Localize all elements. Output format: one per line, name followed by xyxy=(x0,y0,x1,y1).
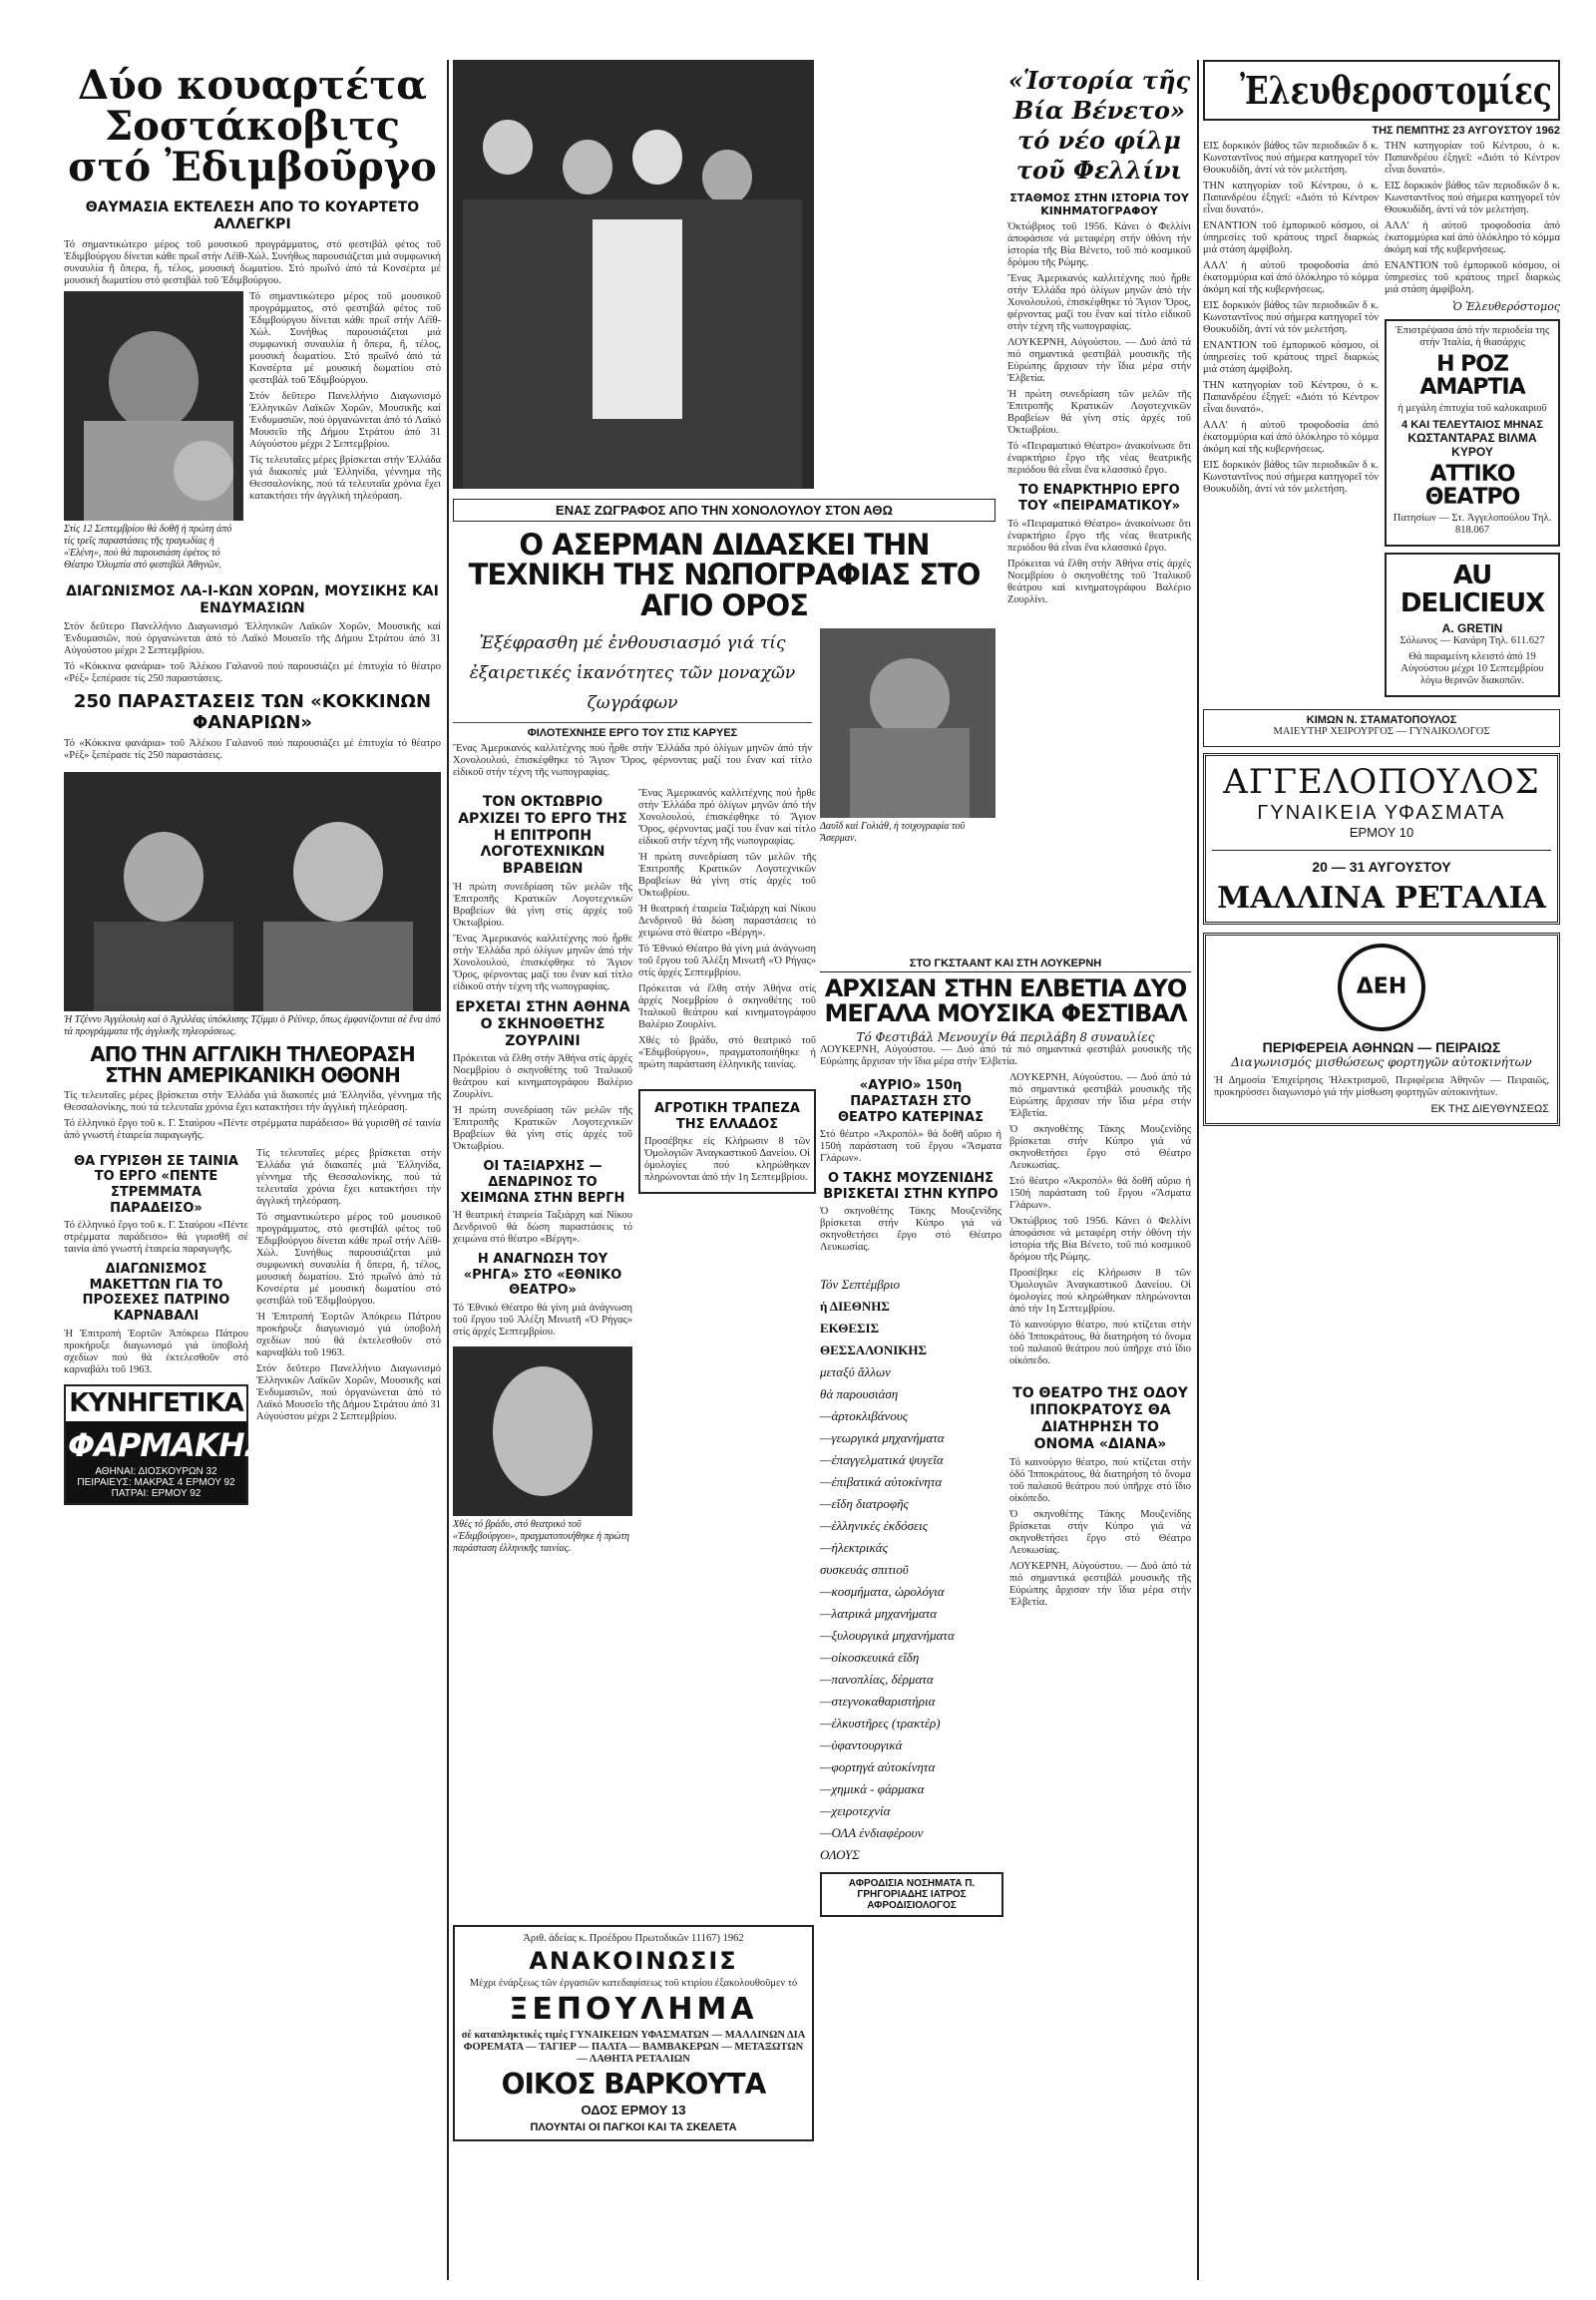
swiss-festival-block xyxy=(820,958,1191,1923)
roz-ad-theatre: ΑΤΤΙΚΟ ΘΕΑΤΡΟ xyxy=(1424,462,1520,511)
angelopoulos-offer: ΜΑΛΛΙΝΑ ΡΕΤΑΛΙΑ xyxy=(1217,880,1546,916)
fellini-subhead: ΣΤΑΘΜΟΣ ΣΤΗΝ ΙΣΤΟΡΙΑ ΤΟΥ ΚΙΝΗΜΑΤΟΓΡΑΦΟΥ xyxy=(1009,192,1189,218)
col4-text-3b: ΕΙΣ δορκικόν βάθος τῶν περιοδικῶν δ κ. Κωνσταντῖνος πού σήμερα κατηγορεῖ τόν Θουκυδίδη, ἀντί νά τόν μελετήση. xyxy=(1385,181,1560,215)
swiss-subhead: Τό Φεστιβάλ Μενουχίν θά περιλάβη 8 συναυλίες xyxy=(856,1030,1155,1045)
swiss-cont-5: Προσέβηκε εἰς Κλήρωσιν 8 τῶν Ὁμολογιῶν Ἀναγκαστικοῦ Δανείου. Οἱ ὁμολογίες πού κληρώθηκαν πληρώνονται ἀπό τήν 1η Σεπτεμβρίου. xyxy=(1009,1268,1191,1316)
fellini-text5: Τό «Πειραματικό Θέατρο» ἀνακοίνωσε ὅτι ἐναρκτήριο ἔργο τῆς νέας θεατρικῆς περιόδου θά εἶναι ἕνα κλασσικό ἔργο. xyxy=(1007,441,1191,477)
agro-bank-text: Προσέβηκε εἰς Κλήρωσιν 8 τῶν Ὁμολογιῶν Ἀναγκαστικοῦ Δανείου. Οἱ ὁμολογίες πού κληρώθηκαν πληρώνονται ἀπό τήν 1η Σεπτεμβρίου. xyxy=(644,1136,810,1184)
dei-logo xyxy=(1338,944,1425,1031)
zurlini-text2: Ἡ πρώτη συνεδρίαση τῶν μελῶν τῆς Ἐπιτροπῆς Κρατικῶν Λογοτεχνικῶν Βραβείων θά γίνη στίς ἀρχές τοῦ Ὀκτωβρίου. xyxy=(453,1105,632,1153)
aserman-cont-3: Ἡ θεατρική ἑταιρεία Ταξιάρχη καί Νίκου Δενδρινοῦ θά δώση παραστάσεις τό χειμώνα στό θέατρο «Βέργη». xyxy=(638,904,816,939)
angelopoulos-title: ΑΓΓΕΛΟΠΟΥΛΟΣ xyxy=(1223,761,1540,802)
au-delicieux-ad xyxy=(1385,553,1560,697)
fair-item: —ἠλεκτρικάς xyxy=(820,1540,888,1556)
contest-dances-title: ΔΙΑΓΩΝΙΣΜΟΣ ΛΑ-Ι-ΚΩΝ ΧΟΡΩΝ, ΜΟΥΣΙΚΗΣ ΚΑΙ ΕΝΔΥΜΑΣΙΩΝ xyxy=(66,582,439,616)
diana-title: ΤΟ ΘΕΑΤΡΟ ΤΗΣ ΟΔΟΥ ΙΠΠΟΚΡΑΤΟΥΣ ΘΑ ΔΙΑΤΗΡΗΣΗ ΤΟ ΟΝΟΜΑ «ΔΙΑΝΑ» xyxy=(1012,1385,1188,1452)
carnival-text: Ἡ Ἐπιτροπή Ἑορτῶν Ἀπόκρεω Πάτρου προκήρυξε διαγωνισμό γιά ὑποβολή σχεδίων πού θά ἐκτελεσθοῦν στό καρναβάλι τοῦ 1963. xyxy=(64,1328,248,1375)
fellini-text3: ΛΟΥΚΕΡΝΗ, Αὐγούστου. — Δυό ἀπό τά πιό σημαντικά φεστιβάλ μουσικῆς τῆς Εὐρώπης ἄρχισαν τήν ἴδια μέρα στήν Ἑλβετία. xyxy=(1007,337,1191,385)
fair-item: —φορτηγά αὐτοκίνητα xyxy=(820,1759,936,1775)
col4-text-2: ΕΝΑΝΤΙΟΝ τοῦ ἐμπορικοῦ κόσμου, οἱ ὑπηρεσίες τοῦ κράτους τηρεῖ διαρκώς μιά στάση ἀμφίβολη. xyxy=(1203,220,1379,255)
eleftherostomies-headline: Ἐλευθεροστομίες xyxy=(1240,68,1552,113)
aserman-cont-1: Ἕνας Ἀμερικανός καλλιτέχνης πού ἦρθε στήν Ἑλλάδα πρό ὀλίγων μηνῶν ἀπό τήν Χονολουλού, ἐπισκέφθηκε τό Ἅγιον Ὄρος, φέρνοντας μαζί του ἕναν καί τίτλο εἰδικοῦ στήν τέχνη τῆς νωπογραφίας. xyxy=(638,788,816,847)
aurio-text: Στό θέατρο «Ἀκροπόλ» θά δοθῆ αὔριο ἡ 150ή παράσταση τοῦ ἔργου «Ἄσματα Γλάρων». xyxy=(820,1129,1001,1165)
subhead-allegri: ΘΑΥΜΑΣΙΑ ΕΚΤΕΛΕΣΗ ΑΠΟ ΤΟ ΚΟΥΑΡΤΕΤΟ ΑΛΛΕΓΚΡΙ xyxy=(85,199,420,233)
fair-item: —ἐπιβατικά αὐτοκίνητα xyxy=(820,1474,943,1490)
diana-text: Τό καινούργιο θέατρο, πού κτίζεται στήν ὁδό Ἱπποκράτους, θά διατηρήση τό ὄνομα τοῦ παλαιοῦ θεάτρου πού ὑπῆρχε στό ἴδιο οἰκόπεδο. xyxy=(1009,1456,1191,1504)
varkouta-ad xyxy=(453,1925,814,2141)
dei-footer: ΕΚ ΤΗΣ ΔΙΕΥΘΥΝΣΕΩΣ xyxy=(1430,1102,1549,1115)
aserman-cont-4: Τό Ἐθνικό Θέατρο θά γίνη μιά ἀνάγνωση τοῦ ἔργου τοῦ Ἀλέξη Μινωτῆ «Ὁ Ρήγας» στίς ἀρχές Σεπτεμβρίου. xyxy=(638,944,816,978)
fair-item: —κοσμήματα, ὡρολόγια xyxy=(820,1584,945,1600)
contest-dances-text2: Τό «Κόκκινα φανάρια» τοῦ Ἀλέκου Γαλανοῦ πού παρουσιάζει μέ ἐπιτυχία τό θέατρο «Ρέξ» ξεπέρασε τίς 250 παραστάσεις. xyxy=(64,660,441,684)
fair-item: ΟΛΟΥΣ xyxy=(820,1847,860,1863)
tv-article-text2: Τό ἑλληνικό ἔργο τοῦ κ. Γ. Σταύρου «Πέντε στρέμματα παράδεισο» θά γυρισθῆ σέ ταινία ἀπό γνωστή ἑταιρεία παραγωγῆς. xyxy=(64,1117,441,1141)
fellini-text: Ὀκτώβριος τοῦ 1956. Κάνει ὁ Φελλίνι ἀποφάσισε νά μεταφέρη στήν ὀθόνη τήν ἱστορία τῆς Βία Βένετο, τοῦ πιό κοσμικοῦ δρόμου τῆς Ρώμης. xyxy=(1007,221,1191,269)
photo-elena-caption: Στίς 12 Σεπτεμβρίου θά δοθῆ ἡ πρώτη ἀπό τίς τρεῖς παραστάσεις τῆς τραγωδίας ἡ «Ἑλένη», πού θά παρουσιάση ἐφέτος τό Θέατρο Ὀλυμπία στό φεστιβάλ Ἀθηνῶν. xyxy=(64,523,232,571)
col4-text-4b: ΕΝΑΝΤΙΟΝ τοῦ ἐμπορικοῦ κόσμου, οἱ ὑπηρεσίες τοῦ κράτους τηρεῖ διαρκώς μιά στάση ἀμφίβολη. xyxy=(1385,260,1560,295)
red-lanterns-title: 250 ΠΑΡΑΣΤΑΣΕΙΣ ΤΩΝ «ΚΟΚΚΙΝΩΝ ΦΑΝΑΡΙΩΝ» xyxy=(73,690,432,734)
roz-ad-line: 4 ΚΑΙ ΤΕΛΕΥΤΑΙΟΣ ΜΗΝΑΣ xyxy=(1401,419,1543,432)
tv-article-cont2: Τό σημαντικώτερο μέρος τοῦ μουσικοῦ προγράμματος, στό φεστιβάλ φέτος τοῦ Ἐδιμβούργου δίνεται κάθε πρωΐ στήν Λέϊθ-Χώλ. Συνήθως παρουσιάζεται μιά συμφωνική συναυλία ἤ ὄπερα, ἤ, τέλος, μουσική δωματίου. Στό πρωΐνό ἀπό τά Κονσέρτα μέ μουσική δωματίου στό φεστιβάλ τοῦ Ἐδιμβούργου. xyxy=(256,1211,441,1307)
pharmakis-ad xyxy=(64,1384,265,1506)
fair-item: —ξυλουργικά μηχανήματα xyxy=(820,1628,955,1644)
experimental-text2: Πρόκειται νά ἔλθη στήν Ἀθήνα στίς ἀρχές Νοεμβρίου ὁ σκηνοθέτης τοῦ Ἰταλικοῦ θεάτρου καί κινηματογράφου Βαλέριο Ζουρλίνι. xyxy=(1007,558,1191,605)
swiss-cont-4: Ὀκτώβριος τοῦ 1956. Κάνει ὁ Φελλίνι ἀποφάσισε νά μεταφέρη στήν ὀθόνη τήν ἱστορία τῆς Βία Βένετο, τοῦ πιό κοσμικοῦ δρόμου τῆς Ρώμης. xyxy=(1009,1216,1191,1264)
fair-intro: Τόν Σεπτέμβριο xyxy=(820,1277,901,1293)
column-divider-1 xyxy=(447,60,449,2280)
varkouta-license: Ἀριθ. ἀδείας κ. Προέδρου Πρωτοδικῶν 11167) 1962 xyxy=(523,1933,744,1944)
angelopoulos-sub: ΓΥΝΑΙΚΕΙΑ ΥΦΑΣΜΑΤΑ xyxy=(1257,801,1506,824)
vergi-text: Ἡ θεατρική ἑταιρεία Ταξιάρχη καί Νίκου Δενδρινοῦ θά δώση παραστάσεις τό χειμώνα στό θέατρο «Βέργη». xyxy=(453,1210,632,1246)
zurlini-title: ΕΡΧΕΤΑΙ ΣΤΗΝ ΑΘΗΝΑ Ο ΣΚΗΝΟΘΕΤΗΣ ΖΟΥΡΛΙΝΙ xyxy=(455,998,630,1049)
aserman-kicker: ΕΝΑΣ ΖΩΓΡΑΦΟΣ ΑΠΟ ΤΗΝ ΧΟΝΟΛΟΥΛΟΥ ΣΤΟΝ ΑΘΩ xyxy=(453,499,996,522)
agro-bank-box xyxy=(638,1089,816,1194)
fair-item: —ἑλληνικές ἐκδόσεις xyxy=(820,1518,928,1534)
diana-text2: Ὁ σκηνοθέτης Τάκης Μουζενίδης βρίσκεται στήν Κύπρο γιά νά σκηνοθετήσει ἔργο στό Θέατρο Λευκωσίας. xyxy=(1009,1508,1191,1556)
aserman-cont-2: Ἡ πρώτη συνεδρίαση τῶν μελῶν τῆς Ἐπιτροπῆς Κρατικῶν Λογοτεχνικῶν Βραβείων θά γίνη στίς ἀρχές τοῦ Ὀκτωβρίου. xyxy=(638,852,816,899)
photo-david-caption: Δαυΐδ καί Γολιάθ, ἡ τοιχογραφία τοῦ Ἄσερμαν. xyxy=(820,821,966,845)
fair-item: —ἀρτοκλιβάνους xyxy=(820,1408,909,1424)
fair-item: συσκευάς σπιτιοῦ xyxy=(820,1562,909,1578)
fair-item: —στεγνοκαθαριστήρια xyxy=(820,1694,936,1710)
tv-article-cont4: Στόν δεῦτερο Πανελλήνιο Διαγωνισμό Ἑλληνικῶν Λαϊκῶν Χορῶν, Μουσικῆς καί Ἐνδυμασιῶν, πού ὀργανώνεται ἀπό τό Λαϊκό Μουσεῖο τῆς Δήμου Στράτου ἀπό 31 Αὐγούστου μέχρι 2 Σεπτεμβρίου. xyxy=(256,1362,441,1422)
swiss-cont-1: ΛΟΥΚΕΡΝΗ, Αὐγούστου. — Δυό ἀπό τά πιό σημαντικά φεστιβάλ μουσικῆς τῆς Εὐρώπης ἄρχισαν τήν ἴδια μέρα στήν Ἑλβετία. xyxy=(1009,1072,1191,1120)
angelopoulos-dates: 20 — 31 ΑΥΓΟΥΣΤΟΥ xyxy=(1212,850,1551,875)
col4-text-1b: ΤΗΝ κατηγορίαν τοῦ Κέντρου, ὁ κ. Παπανδρέου ἐξηγεῖ: «Διότι τό Κέντρον εἶναι δυνατό». xyxy=(1203,181,1379,215)
roz-ad-top: Ἐπιστρέψασα ἀπό τήν περιοδεία της στήν Ἰταλία, ἡ θιασάρχις xyxy=(1395,325,1550,348)
pharmakis-ad-patras: ΠΑΤΡΑΙ: ΕΡΜΟΥ 92 xyxy=(111,1488,201,1500)
swiss-cont-6: Τό καινούργιο θέατρο, πού κτίζεται στήν ὁδό Ἱπποκράτους, θά διατηρήση τό ὄνομα τοῦ παλαιοῦ θεάτρου πού ὑπῆρχε στό ἴδιο οἰκόπεδο. xyxy=(1009,1320,1191,1367)
contest-dances-text: Στόν δεῦτερο Πανελλήνιο Διαγωνισμό Ἑλληνικῶν Λαϊκῶν Χορῶν, Μουσικῆς καί Ἐνδυμασιῶν, πού ὀργανώνεται ἀπό τό Λαϊκό Μουσεῖο τῆς Δήμου Στράτου ἀπό 31 Αὐγούστου μέχρι 2 Σεπτεμβρίου. xyxy=(64,620,441,656)
roz-ad-name: Η ΡΟΖ ΑΜΑΡΤΙΑ xyxy=(1419,352,1525,401)
center-col-a xyxy=(453,788,632,1561)
dei-text: Ἡ Δημοσία Ἐπιχείρησις Ἠλεκτρισμοῦ, Περιφέρεια Ἀθηνῶν — Πειραιῶς, προκηρύσσει διαγωνισμό γιά τήν μίσθωση φορτηγῶν αὐτοκινήτων. xyxy=(1214,1074,1549,1098)
column-divider-2 xyxy=(1197,60,1199,2280)
dei-title: ΠΕΡΙΦΕΡΕΙΑ ΑΘΗΝΩΝ — ΠΕΙΡΑΙΩΣ xyxy=(1262,1038,1501,1055)
tv-article-cont: Τίς τελευταῖες μέρες βρίσκεται στήν Ἑλλάδα γιά διακοπές μιά Ἑλληνίδα, γέννημα τῆς Θεσσαλονίκης, πού τά τελευταῖα χρόνια ἔχει κατακτήσει τήν ἀγγλική τηλεόραση. xyxy=(256,1147,441,1207)
experimental-text: Τό «Πειραματικό Θέατρο» ἀνακοίνωσε ὅτι ἐναρκτήριο ἔργο τῆς νέας θεατρικῆς περιόδου θά εἶναι ἕνα κλασσικό ἔργο. xyxy=(1007,518,1191,554)
fair-item: —ὑφαντουργικά xyxy=(820,1737,903,1753)
fair-item: —εἴδη διατροφῆς xyxy=(820,1496,909,1512)
fair-item: θά παρουσιάση xyxy=(820,1386,899,1402)
roz-ad-actors: ΚΩΣΤΑΝΤΑΡΑΣ ΒΙΛΜΑ ΚΥΡΟΥ xyxy=(1407,431,1537,460)
roz-ad-addr: Πατησίων — Στ. Ἀγγελοπούλου Τηλ. 818.067 xyxy=(1393,513,1552,537)
col4-text-2g: ΕΙΣ δορκικόν βάθος τῶν περιοδικῶν δ κ. Κωνσταντῖνος πού σήμερα κατηγορεῖ τόν Θουκυδίδη, ἀντί νά τόν μελετήση. xyxy=(1203,460,1379,495)
mouzenidis-text: Ὁ σκηνοθέτης Τάκης Μουζενίδης βρίσκεται στήν Κύπρο γιά νά σκηνοθετήσει ἔργο στό Θέατρο Λευκωσίας. xyxy=(820,1206,1001,1254)
aserman-byline: ΦΙΛΟΤΕΧΝΗΣΕ ΕΡΓΟ ΤΟΥ ΣΤΙΣ ΚΑΡΥΕΣ xyxy=(527,727,738,740)
venereal-ad-text: ΑΦΡΟΔΙΣΙΑ ΝΟΣΗΜΑΤΑ Π. ΓΡΗΓΟΡΙΑΔΗΣ ΙΑΤΡΟΣ ΑΦΡΟΔΙΣΙΟΛΟΓΟΣ xyxy=(848,1878,976,1912)
varkouta-sale: ΞΕΠΟΥΛΗΜΑ xyxy=(509,1992,758,2028)
aserman-cont-6: Χθές τό βράδυ, στό θεατρικό τοῦ «Ἐδιμβούργου», πραγματοποιήθηκε ἡ πρώτη παράσταση ἑλληνικῆς ταινίας. xyxy=(638,1035,816,1070)
varkouta-title: ΑΝΑΚΟΙΝΩΣΙΣ xyxy=(529,1947,738,1975)
varkouta-details: σέ καταπληκτικές τιμές ΓΥΝΑΙΚΕΙΩΝ ΥΦΑΣΜΑΤΩΝ — ΜΑΛΛΙΝΩΝ ΔΙΑ ΦΟΡΕΜΑΤΑ — ΤΑΓΙΕΡ — ΠΑΛΤΑ — ΒΑΜΒΑΚΕΡΩΝ — ΜΕΤΑΞΩΤΩΝ — ΛΑΘΗΤΑ ΡΕΤΑΛΙΩΝ xyxy=(461,2029,806,2065)
stamatopoulos-text: ΜΑΙΕΥΤΗΡ ΧΕΙΡΟΥΡΓΟΣ — ΓΥΝΑΙΚΟΛΟΓΟΣ xyxy=(1273,725,1490,737)
delicieux-owner: A. GRETIN xyxy=(1441,620,1503,635)
pharmakis-ad-title: ΚΥΝΗΓΕΤΙΚΑ xyxy=(69,1387,243,1418)
photo-monks-crowd xyxy=(453,60,814,489)
angelopoulos-addr: ΕΡΜΟΥ 10 xyxy=(1349,824,1414,840)
diana-text3: ΛΟΥΚΕΡΝΗ, Αὐγούστου. — Δυό ἀπό τά πιό σημαντικά φεστιβάλ μουσικῆς τῆς Εὐρώπης ἄρχισαν τήν ἴδια μέρα στήν Ἑλβετία. xyxy=(1009,1560,1191,1608)
aserman-subhead: Ἐξέφρασθη μέ ἐνθουσιασμό γιά τίς ἐξαιρετικές ἱκανότητες τῶν μοναχῶν ζωγράφων xyxy=(469,633,796,714)
dei-ad xyxy=(1203,933,1560,1126)
aserman-text: Ἕνας Ἀμερικανός καλλιτέχνης πού ἦρθε στήν Ἑλλάδα πρό ὀλίγων μηνῶν ἀπό τήν Χονολουλού, ἐπισκέφθηκε τό Ἅγιον Ὄρος, φέρνοντας μαζί του ἕναν καί τίτλο εἰδικοῦ στήν τέχνη τῆς νωπογραφίας. xyxy=(453,743,812,779)
awards-text2: Ἕνας Ἀμερικανός καλλιτέχνης πού ἦρθε στήν Ἑλλάδα πρό ὀλίγων μηνῶν ἀπό τήν Χονολουλού, ἐπισκέφθηκε τό Ἅγιον Ὄρος, φέρνοντας μαζί του ἕναν καί τίτλο εἰδικοῦ στήν τέχνη τῆς νωπογραφίας. xyxy=(453,933,632,992)
photo-portrait-caption: Χθές τό βράδυ, στό θεατρικό τοῦ «Ἐδιμβούργου», πραγματοποιήθηκε ἡ πρώτη παράσταση ἑλληνικῆς ταινίας. xyxy=(453,1518,629,1554)
agro-bank-title: ΑΓΡΟΤΙΚΗ ΤΡΑΠΕΖΑ ΤΗΣ ΕΛΛΑΔΟΣ xyxy=(654,1101,800,1132)
zurlini-text: Πρόκειται νά ἔλθη στήν Ἀθήνα στίς ἀρχές Νοεμβρίου ὁ σκηνοθέτης τοῦ Ἰταλικοῦ θεάτρου καί κινηματογράφου Βαλέριο Ζουρλίνι. xyxy=(453,1053,632,1101)
article-lead-cont3: Τίς τελευταῖες μέρες βρίσκεται στήν Ἑλλάδα γιά διακοπές μιά Ἑλληνίδα, γέννημα τῆς Θεσσαλονίκης, πού τά τελευταῖα χρόνια ἔχει κατακτήσει τήν ἀγγλική τηλεόραση. xyxy=(249,454,441,502)
photo-tv-caption: Ἡ Τζέννυ Ἀγγέλουλη καί ὁ Ἀχιλλέας ὑπόκλισης Τζίμμυ ὁ Ρέϋνερ, ὅπως ἐμφανίζονται σέ ἕνα ἀπό τά προγράμματα τῆς ἀγγλικῆς τηλεοράσεως. xyxy=(64,1013,441,1037)
fair-item: —ΟΛΑ ἐνδιαφέρουν xyxy=(820,1825,924,1841)
tv-article-cont3: Ἡ Ἐπιτροπή Ἑορτῶν Ἀπόκρεω Πάτρου προκήρυξε διαγωνισμό γιά ὑποβολή σχεδίων πού θά ἐκτελεσθοῦν στό καρναβάλι τοῦ 1963. xyxy=(256,1311,441,1358)
fellini-text2: Ἕνας Ἀμερικανός καλλιτέχνης πού ἦρθε στήν Ἑλλάδα πρό ὀλίγων μηνῶν ἀπό τήν Χονολουλού, ἐπισκέφθηκε τό Ἅγιον Ὄρος, φέρνοντας μαζί του ἕναν καί τίτλο εἰδικοῦ στήν τέχνη τῆς νωπογραφίας. xyxy=(1007,273,1191,333)
swiss-text: ΛΟΥΚΕΡΝΗ, Αὐγούστου. — Δυό ἀπό τά πιό σημαντικά φεστιβάλ μουσικῆς τῆς Εὐρώπης ἄρχισαν τήν ἴδια μέρα στήν Ἑλβετία. xyxy=(820,1044,1191,1068)
delicieux-addr: Σόλωνος — Κανάρη Τηλ. 611.627 xyxy=(1399,634,1545,646)
fair-item: —χειροτεχνία xyxy=(820,1803,891,1819)
article-lead-cont2: Στόν δεῦτερο Πανελλήνιο Διαγωνισμό Ἑλληνικῶν Λαϊκῶν Χορῶν, Μουσικῆς καί Ἐνδυμασιῶν, πού ὀργανώνεται ἀπό τό Λαϊκό Μουσεῖο τῆς Δήμου Στράτου ἀπό 31 Αὐγούστου μέχρι 2 Σεπτεμβρίου. xyxy=(249,390,441,450)
article-lead-cont: Τό σημαντικώτερο μέρος τοῦ μουσικοῦ προγράμματος, στό φεστιβάλ φέτος τοῦ Ἐδιμβούργου δίνεται κάθε πρωΐ στήν Λέϊθ-Χώλ. Συνήθως παρουσιάζεται μιά συμφωνική συναυλία ἤ ὄπερα, ἤ, τέλος, μουσική δωματίου. Στό πρωΐνό ἀπό τά Κονσέρτα μέ μουσική δωματίου στό φεστιβάλ τοῦ Ἐδιμβούργου. xyxy=(249,290,441,386)
photo-tv-actors xyxy=(64,772,441,1011)
swiss-kicker: ΣΤΟ ΓΚΣΤΑΑΝΤ ΚΑΙ ΣΤΗ ΛΟΥΚΕΡΝΗ xyxy=(820,958,1191,972)
col4-signature: Ὁ Ἐλευθερόστομος xyxy=(1452,300,1560,313)
venereal-ad xyxy=(820,1872,1003,1917)
fair-items xyxy=(820,1361,1001,1866)
photo-elena-actress xyxy=(64,291,243,521)
tv-article-text: Τίς τελευταῖες μέρες βρίσκεται στήν Ἑλλάδα γιά διακοπές μιά Ἑλληνίδα, γέννημα τῆς Θεσσαλονίκης, πού τά τελευταῖα χρόνια ἔχει κατακτήσει τήν ἀγγλική τηλεόραση. xyxy=(64,1089,441,1113)
vergi-title: ΟΙ ΤΑΞΙΑΡΧΗΣ — ΔΕΝΔΡΙΝΟΣ ΤΟ ΧΕΙΜΩΝΑ ΣΤΗΝ ΒΕΡΓΗ xyxy=(460,1159,625,1206)
col4-text-2f: ΑΛΛ' ἡ αὐτοῦ τροφοδοσία ἀπό ἑκατομμύρια καί ἀπό ὁλόκληρο τό κόμμα ἀκόμη καί τῆς κυβερνήσεως. xyxy=(1203,420,1379,455)
fair-item: —οἰκοσκευικά εἴδη xyxy=(820,1650,920,1666)
headline-shostakovich: Δύο κουαρτέτα Σοστάκοβιτς στό Ἐδιμβοῦργο xyxy=(68,62,437,191)
photo-portrait xyxy=(453,1346,632,1516)
column-date: ΤΗΣ ΠΕΜΠΤΗΣ 23 ΑΥΓΟΥΣΤΟΥ 1962 xyxy=(1372,125,1560,137)
column-4 xyxy=(1203,60,1560,2280)
mouzenidis-title: Ο ΤΑΚΗΣ ΜΟΥΖΕΝΙΔΗΣ ΒΡΙΣΚΕΤΑΙ ΣΤΗΝ ΚΥΠΡΟ xyxy=(823,1171,998,1202)
red-lanterns-text: Τό «Κόκκινα φανάρια» τοῦ Ἀλέκου Γαλανοῦ πού παρουσιάζει μέ ἐπιτυχία τό θέατρο «Ρέξ» ξεπέρασε τίς 250 παραστάσεις. xyxy=(64,737,441,761)
fair-item: μεταξύ ἄλλων xyxy=(820,1364,891,1380)
roz-ad-text: ἡ μεγάλη ἐπιτυχία τοῦ καλοκαιριοῦ xyxy=(1397,403,1547,415)
fair-item: —ἐλκυστῆρες (τρακτέρ) xyxy=(820,1716,941,1731)
fair-item: —ἐπαγγελματικά ψυγεῖα xyxy=(820,1452,944,1468)
fair-item: —λατρικά μηχανήματα xyxy=(820,1606,938,1622)
fair-title-2: ΕΚΘΕΣΙΣ xyxy=(820,1321,880,1337)
pharmakis-ad-piraeus: ΠΕΙΡΑΙΕΥΣ: ΜΑΚΡΑΣ 4 ΕΡΜΟΥ 92 xyxy=(77,1477,235,1489)
paradise-film-text: Τό ἑλληνικό ἔργο τοῦ κ. Γ. Σταύρου «Πέντε στρέμματα παράδεισο» θά γυρισθῆ σέ ταινία ἀπό γνωστή ἑταιρεία παραγωγῆς. xyxy=(64,1220,248,1256)
experimental-title: ΤΟ ΕΝΑΡΚΤΗΡΙΟ ΕΡΓΟ ΤΟΥ «ΠΕΙΡΑΜΑΤΙΚΟΥ» xyxy=(1017,483,1181,514)
swiss-cont-3: Στό θέατρο «Ἀκροπόλ» θά δοθῆ αὔριο ἡ 150ή παράσταση τοῦ ἔργου «Ἄσματα Γλάρων». xyxy=(1009,1176,1191,1212)
column-1 xyxy=(64,60,441,2280)
stamatopoulos-name: ΚΙΜΩΝ Ν. ΣΤΑΜΑΤΟΠΟΥΛΟΣ xyxy=(1306,713,1457,726)
dei-sub: Διαγωνισμός μισθώσεως φορτηγῶν αὐτοκινήτων xyxy=(1231,1054,1532,1069)
carnival-title: ΔΙΑΓΩΝΙΣΜΟΣ ΜΑΚΕΤΤΩΝ ΓΙΑ ΤΟ ΠΡΟΣΕΧΕΣ ΠΑΤΡΙΝΟ ΚΑΡΝΑΒΑΛΙ xyxy=(82,1262,230,1324)
awards-text: Ἡ πρώτη συνεδρίαση τῶν μελῶν τῆς Ἐπιτροπῆς Κρατικῶν Λογοτεχνικῶν Βραβείων θά γίνη στίς ἀρχές τοῦ Ὀκτωβρίου. xyxy=(453,881,632,929)
dei-logo-text: ΔΕΗ xyxy=(1356,974,1407,1000)
fair-item: —χημικά - φάρμακα xyxy=(820,1781,925,1797)
stamatopoulos-ad xyxy=(1203,709,1560,747)
fair-title-1: ἡ ΔΙΕΘΝΗΣ xyxy=(820,1299,890,1315)
aserman-cont-5: Πρόκειται νά ἔλθη στήν Ἀθήνα στίς ἀρχές Νοεμβρίου ὁ σκηνοθέτης τοῦ Ἰταλικοῦ θεάτρου καί κινηματογράφου Βαλέριο Ζουρλίνι. xyxy=(638,983,816,1030)
photo-david-goliath xyxy=(820,628,996,818)
fair-ad xyxy=(820,1274,1001,1866)
varkouta-shop: ΟΙΚΟΣ ΒΑΡΚΟΥΤΑ xyxy=(501,2067,766,2101)
pharmakis-ad-brand: ΦΑΡΜΑΚΗΣ xyxy=(68,1425,265,1464)
aurio-title: «ΑΥΡΙΟ» 150η ΠΑΡΑΣΤΑΣΗ ΣΤΟ ΘΕΑΤΡΟ ΚΑΤΕΡΙΝΑΣ xyxy=(837,1078,985,1125)
paradise-film-title: ΘΑ ΓΥΡΙΣΘΗ ΣΕ ΤΑΙΝΙΑ ΤΟ ΕΡΓΟ «ΠΕΝΤΕ ΣΤΡΕΜΜΑΤΑ ΠΑΡΑΔΕΙΣΟ» xyxy=(74,1153,238,1216)
swiss-headline: ΑΡΧΙΣΑΝ ΣΤΗΝ ΕΛΒΕΤΙΑ ΔΥΟ ΜΕΓΑΛΑ ΜΟΥΣΙΚΑ ΦΕΣΤΙΒΑΛ xyxy=(824,974,1187,1028)
angelopoulos-ad xyxy=(1203,753,1560,925)
col4-text-2d: ΕΝΑΝΤΙΟΝ τοῦ ἐμπορικοῦ κόσμου, οἱ ὑπηρεσίες τοῦ κράτους τηρεῖ διαρκώς μιά στάση ἀμφίβολη. xyxy=(1203,340,1379,375)
fair-item: —πανοπλίας, δέρματα xyxy=(820,1672,934,1688)
varkouta-addr: ΟΔΟΣ ΕΡΜΟΥ 13 xyxy=(581,2103,686,2118)
fair-item: —γεωργικά μηχανήματα xyxy=(820,1430,945,1446)
col4-text-2c: ΕΙΣ δορκικόν βάθος τῶν περιοδικῶν δ κ. Κωνσταντῖνος πού σήμερα κατηγορεῖ τόν Θουκυδίδη, ἀντί νά τόν μελετήση. xyxy=(1203,300,1379,335)
roz-amartia-ad xyxy=(1385,319,1560,547)
fellini-text4: Ἡ πρώτη συνεδρίαση τῶν μελῶν τῆς Ἐπιτροπῆς Κρατικῶν Λογοτεχνικῶν Βραβείων θά γίνη στίς ἀρχές τοῦ Ὀκτωβρίου. xyxy=(1007,389,1191,437)
fair-title-3: ΘΕΣΣΑΛΟΝΙΚΗΣ xyxy=(820,1342,928,1358)
swiss-cont-2: Ὁ σκηνοθέτης Τάκης Μουζενίδης βρίσκεται στήν Κύπρο γιά νά σκηνοθετήσει ἔργο στό Θέατρο Λευκωσίας. xyxy=(1009,1124,1191,1172)
center-col-b xyxy=(638,788,816,1200)
col4-text-1: ΕΙΣ δορκικόν βάθος τῶν περιοδικῶν δ κ. Κωνσταντῖνος πού σήμερα κατηγορεῖ τόν Θουκυδίδη, ἀντί νά τόν μελετήση. xyxy=(1203,141,1379,176)
awards-title: ΤΟΝ ΟΚΤΩΒΡΙΟ ΑΡΧΙΖΕΙ ΤΟ ΕΡΓΟ ΤΗΣ Η ΕΠΙΤΡΟΠΗ ΛΟΓΟΤΕΧΝΙΚΩΝ ΒΡΑΒΕΙΩΝ xyxy=(458,794,627,878)
aserman-headline: Ο ΑΣΕΡΜΑΝ ΔΙΔΑΣΚΕΙ ΤΗΝ ΤΕΧΝΙΚΗ ΤΗΣ ΝΩΠΟΓΡΑΦΙΑΣ ΣΤΟ ΑΓΙΟ ΟΡΟΣ xyxy=(468,528,981,622)
varkouta-footer: ΠΛΟΥΝΤΑΙ ΟΙ ΠΑΓΚΟΙ ΚΑΙ ΤΑ ΣΚΕΛΕΤΑ xyxy=(530,2121,737,2134)
article-lead-text: Τό σημαντικώτερο μέρος τοῦ μουσικοῦ προγράμματος, στό φεστιβάλ φέτος τοῦ Ἐδιμβούργου δίνεται κάθε πρωΐ στήν Λέϊθ-Χώλ. Συνήθως παρουσιάζεται μιά συμφωνική συναυλία ἤ ὄπερα, ἤ, τέλος, μουσική δωματίου. Στό πρωΐνό ἀπό τά Κονσέρτα μέ μουσική δωματίου στό φεστιβάλ τοῦ Ἐδιμβούργου. xyxy=(64,238,441,286)
varkouta-intro: Μέχρι ἐνάρξεως τῶν ἐργασιῶν κατεδαφίσεως τοῦ κτιρίου ἐξακολουθοῦμεν τό xyxy=(469,1978,798,1990)
fellini-headline: «Ἱστορία τῆς Βία Βένετο» τό νέο φίλμ τοῦ Φελλίνι xyxy=(1007,66,1191,185)
pharmakis-ad-athens: ΑΘΗΝΑΙ: ΔΙΟΣΚΟΥΡΩΝ 32 xyxy=(95,1466,217,1478)
delicieux-name: AU DELICIEUX xyxy=(1399,561,1545,618)
delicieux-note: Θά παραμείνη κλειστό ἀπό 19 Αὐγούστου μέχρι 10 Σεπτεμβρίου λόγω θερινῶν διακοπῶν. xyxy=(1400,650,1544,686)
rigas-title: Η ΑΝΑΓΝΩΣΗ ΤΟΥ «ΡΗΓΑ» ΣΤΟ «ΕΘΝΙΚΟ ΘΕΑΤΡΟ» xyxy=(463,1252,622,1299)
tv-article-title: ΑΠΟ ΤΗΝ ΑΓΓΛΙΚΗ ΤΗΛΕΟΡΑΣΗ ΣΤΗΝ ΑΜΕΡΙΚΑΝΙΚΗ ΟΘΟΝΗ xyxy=(90,1041,415,1087)
rigas-text: Τό Ἐθνικό Θέατρο θά γίνη μιά ἀνάγνωση τοῦ ἔργου τοῦ Ἀλέξη Μινωτῆ «Ὁ Ρήγας» στίς ἀρχές Σεπτεμβρίου. xyxy=(453,1302,632,1338)
col4-text-2b: ΑΛΛ' ἡ αὐτοῦ τροφοδοσία ἀπό ἑκατομμύρια καί ἀπό ὁλόκληρο τό κόμμα ἀκόμη καί τῆς κυβερνήσεως. xyxy=(1203,260,1379,295)
col4-text-3: ΤΗΝ κατηγορίαν τοῦ Κέντρου, ὁ κ. Παπανδρέου ἐξηγεῖ: «Διότι τό Κέντρον εἶναι δυνατό». xyxy=(1385,141,1560,176)
col4-text-4: ΑΛΛ' ἡ αὐτοῦ τροφοδοσία ἀπό ἑκατομμύρια καί ἀπό ὁλόκληρο τό κόμμα ἀκόμη καί τῆς κυβερνήσεως. xyxy=(1385,220,1560,255)
col4-text-2e: ΤΗΝ κατηγορίαν τοῦ Κέντρου, ὁ κ. Παπανδρέου ἐξηγεῖ: «Διότι τό Κέντρον εἶναι δυνατό». xyxy=(1203,380,1379,415)
